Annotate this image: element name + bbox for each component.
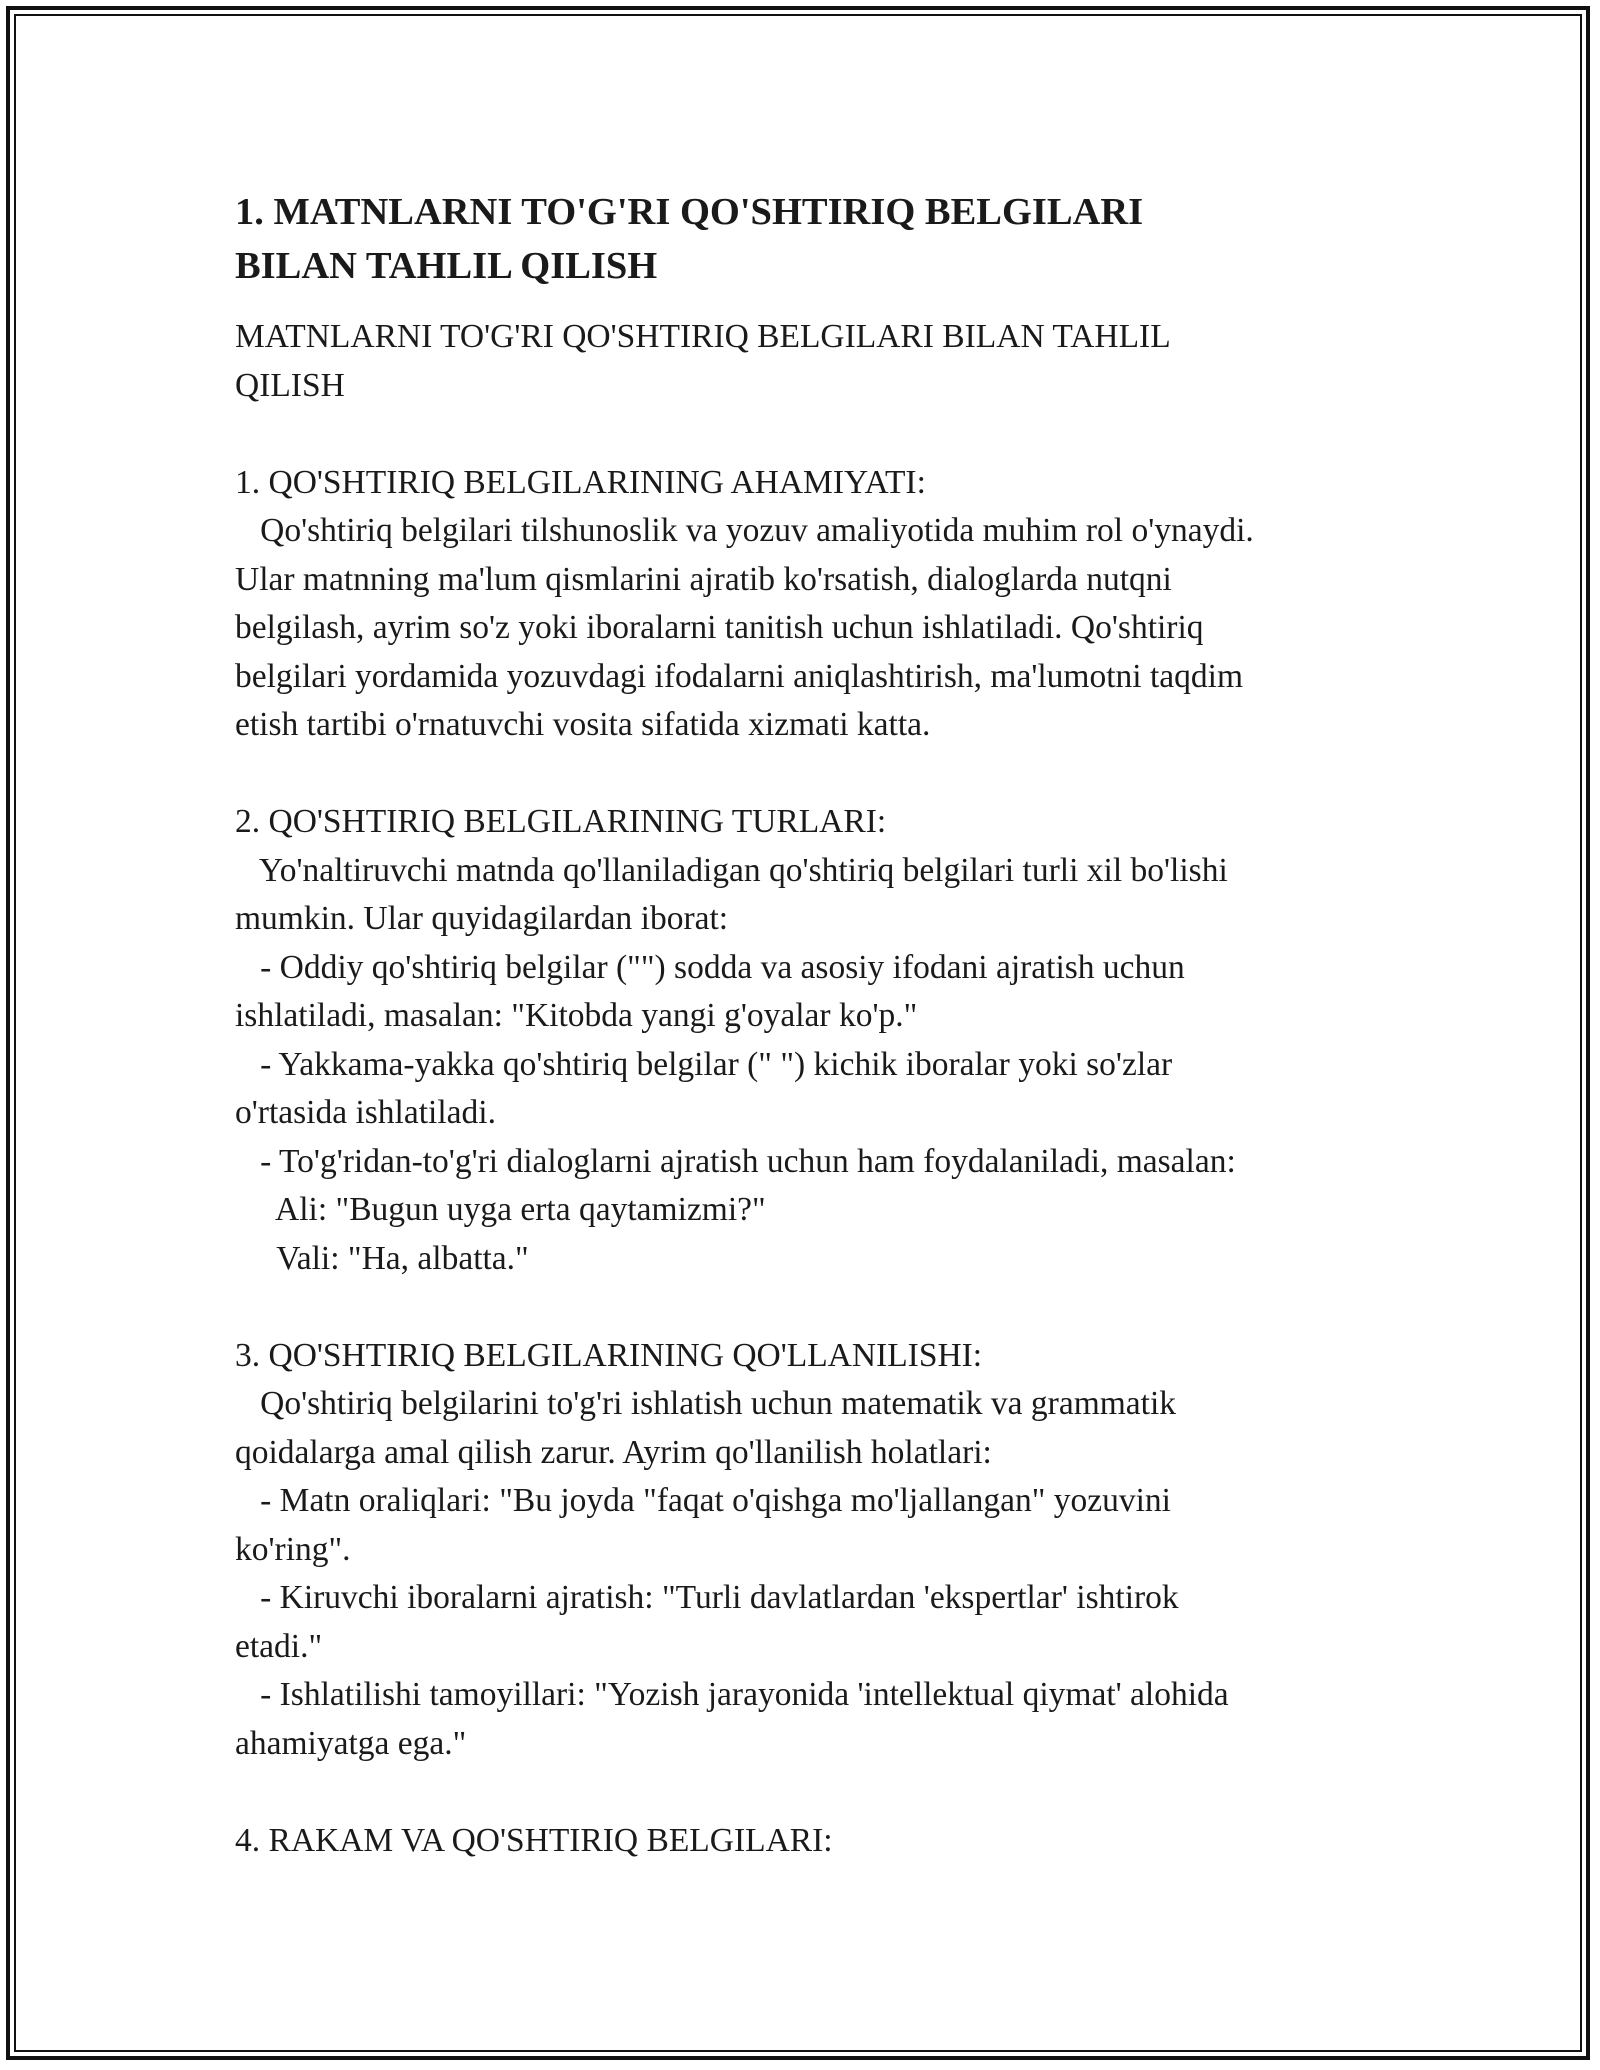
paragraph-line: Ular matnning ma'lum qismlarini ajratib ko'rsatish, dialoglarda nutqni	[235, 560, 1172, 598]
document-body	[235, 185, 1395, 1865]
list-item-line: - Matn oraliqlari: "Bu joyda "faqat o'qishga mo'ljallangan" yozuvini	[235, 1482, 1171, 1519]
list-item-line: - Oddiy qo'shtiriq belgilar ("") sodda va asosiy ifodani ajratish uchun	[235, 948, 1185, 986]
paragraph-line: etish tartibi o'rnatuvchi vosita sifatida xizmati katta.	[235, 706, 931, 743]
section-usage	[235, 1332, 1395, 1769]
section-numbers	[235, 1817, 1395, 1866]
heading-line: BILAN TAHLIL QILISH	[235, 245, 658, 287]
list-item-line: - To'g'ridan-to'g'ri dialoglarni ajratish uchun ham foydalaniladi, masalan:	[235, 1142, 1236, 1180]
section-types	[235, 798, 1395, 1283]
paragraph-line: qoidalarga amal qilish zarur. Ayrim qo'llanilish holatlari:	[235, 1433, 992, 1471]
spacer	[235, 750, 1395, 799]
heading-line: 1. MATNLARNI TO'G'RI QO'SHTIRIQ BELGILARI	[235, 191, 1144, 233]
list-item-line: ko'ring".	[235, 1530, 351, 1568]
document-heading	[235, 185, 1395, 293]
section-title: 4. RAKAM VA QO'SHTIRIQ BELGILARI:	[235, 1821, 833, 1859]
list-item-line: - Kiruvchi iboralarni ajratish: "Turli davlatlardan 'ekspertlar' ishtirok	[235, 1579, 1179, 1616]
paragraph-line: Qo'shtiriq belgilari tilshunoslik va yozuv amaliyotida muhim rol o'ynaydi.	[235, 512, 1254, 549]
spacer	[235, 1283, 1395, 1332]
document-subtitle	[235, 313, 1395, 410]
subtitle-line: QILISH	[235, 366, 345, 404]
paragraph-line: mumkin. Ular quyidagilardan iborat:	[235, 900, 729, 937]
section-title: 2. QO'SHTIRIQ BELGILARINING TURLARI:	[235, 803, 887, 840]
dialogue-line: Ali: "Bugun uyga erta qaytamizmi?"	[235, 1191, 766, 1228]
subtitle-line: MATNLARNI TO'G'RI QO'SHTIRIQ BELGILARI BILAN TAHLIL	[235, 318, 1171, 355]
section-importance	[235, 459, 1395, 750]
paragraph-line: Qo'shtiriq belgilarini to'g'ri ishlatish uchun matematik va grammatik	[235, 1385, 1177, 1422]
spacer	[235, 1768, 1395, 1817]
paragraph-line: belgilari yordamida yozuvdagi ifodalarni aniqlashtirish, ma'lumotni taqdim	[235, 657, 1244, 695]
list-item-line: o'rtasida ishlatiladi.	[235, 1094, 496, 1131]
list-item-line: - Ishlatilishi tamoyillari: "Yozish jarayonida 'intellektual qiymat' alohida	[235, 1676, 1229, 1713]
dialogue-line: Vali: "Ha, albatta."	[235, 1239, 529, 1277]
section-title: 1. QO'SHTIRIQ BELGILARINING AHAMIYATI:	[235, 463, 926, 501]
list-item-line: ishlatiladi, masalan: "Kitobda yangi g'oyalar ko'p."	[235, 997, 918, 1034]
list-item-line: ahamiyatga ega."	[235, 1724, 467, 1762]
section-title: 3. QO'SHTIRIQ BELGILARINING QO'LLANILISHI:	[235, 1336, 983, 1374]
paragraph-line: belgilash, ayrim so'z yoki iboralarni tanitish uchun ishlatiladi. Qo'shtiriq	[235, 609, 1204, 646]
list-item-line: - Yakkama-yakka qo'shtiriq belgilar (" ") kichik iboralar yoki so'zlar	[235, 1045, 1173, 1083]
spacer	[235, 410, 1395, 459]
list-item-line: etadi."	[235, 1627, 323, 1665]
paragraph-line: Yo'naltiruvchi matnda qo'llaniladigan qo'shtiriq belgilari turli xil bo'lishi	[235, 851, 1228, 889]
